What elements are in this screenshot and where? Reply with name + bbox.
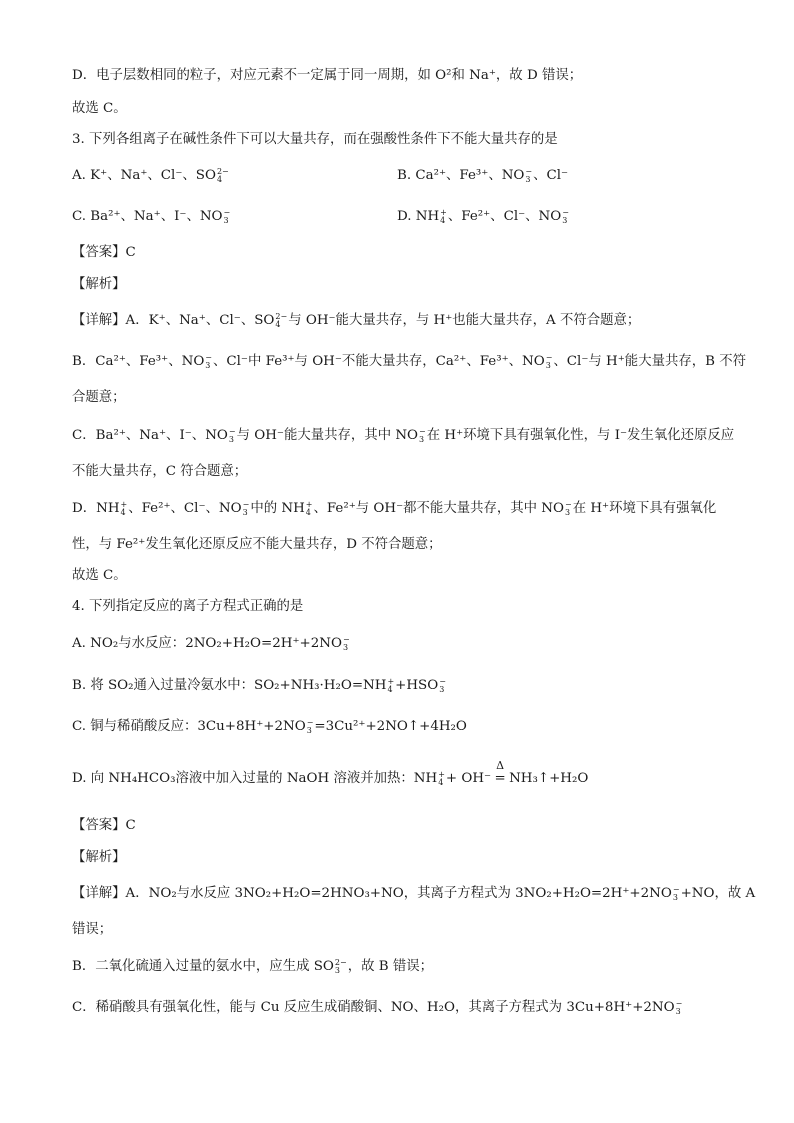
q3-option-d: D. NH + 4 、Fe²⁺、Cl⁻、NO − 3 bbox=[397, 207, 569, 225]
q4-exp-a-cont: 错误； bbox=[72, 922, 113, 937]
q3-exp-d-cont: 性，与 Fe²⁺发生氧化还原反应不能大量共存，D 不符合题意； bbox=[72, 537, 442, 552]
q4-analysis-label: 【解析】 bbox=[72, 850, 126, 865]
q3-exp-c: C．Ba²⁺、Na⁺、I⁻、NO − 3 与 OH⁻能大量共存，其中 NO − 3 在 H⁺环境下具有强氧化性，与 I⁻发生氧化还原反应 bbox=[72, 426, 735, 444]
q3-exp-d: D．NH + 4 、Fe²⁺、Cl⁻、NO − 3 中的 NH + 4 、Fe²⁺与 OH⁻都不能大量共存，其中 NO − 3 在 H⁺环境下具有强氧化 bbox=[72, 499, 717, 517]
prev-option-d: D．电子层数相同的粒子，对应元素不一定属于同一周期，如 O²和 Na⁺，故 D 错误； bbox=[72, 68, 583, 83]
q3-option-c: C. Ba²⁺、Na⁺、I⁻、NO − 3 bbox=[72, 207, 231, 225]
q4-option-d: D. 向 NH₄HCO₃溶液中加入过量的 NaOH 溶液并加热：NH + 4 + OH⁻ Δ = NH₃↑+H₂O bbox=[72, 759, 589, 787]
q3-answer: 【答案】C bbox=[72, 245, 136, 260]
q3-exp-a: 【详解】A．K⁺、Na⁺、Cl⁻、SO 2− 4 与 OH⁻能大量共存，与 H⁺也能大量共存，A 不符合题意； bbox=[72, 311, 641, 329]
q4-stem: 4. 下列指定反应的离子方程式正确的是 bbox=[72, 599, 304, 614]
q4-option-c: C. 铜与稀硝酸反应：3Cu+8H⁺+2NO − 3 =3Cu²⁺+2NO↑+4H₂O bbox=[72, 717, 467, 735]
q4-option-b: B. 将 SO₂通入过量冷氨水中：SO₂+NH₃·H₂O=NH + 4 +HSO − 3 bbox=[72, 676, 446, 694]
q4-option-a: A. NO₂与水反应：2NO₂+H₂O=2H⁺+2NO − 3 bbox=[72, 634, 350, 652]
so4-superscript-subscript: 2− 4 bbox=[216, 166, 229, 184]
q4-exp-c: C．稀硝酸具有强氧化性，能与 Cu 反应生成硝酸铜、NO、H₂O，其离子方程式为 3Cu+8H⁺+2NO − 3 bbox=[72, 998, 683, 1016]
q3-option-b: B. Ca²⁺、Fe³⁺、NO − 3 、Cl⁻ bbox=[397, 166, 569, 184]
q3-analysis-label: 【解析】 bbox=[72, 277, 126, 292]
q3-conclusion: 故选 C。 bbox=[72, 568, 127, 583]
q3-stem: 3. 下列各组离子在碱性条件下可以大量共存，而在强酸性条件下不能大量共存的是 bbox=[72, 132, 558, 147]
q3-option-a: A. K⁺、Na⁺、Cl⁻、SO 2− 4 bbox=[72, 166, 229, 184]
q3-exp-b: B．Ca²⁺、Fe³⁺、NO − 3 、Cl⁻中 Fe³⁺与 OH⁻不能大量共存，Ca²⁺、Fe³⁺、NO − 3 、Cl⁻与 H⁺能大量共存，B 不符 bbox=[72, 352, 747, 370]
q3-exp-b-cont: 合题意； bbox=[72, 390, 126, 405]
q4-answer: 【答案】C bbox=[72, 818, 136, 833]
q4-exp-b: B．二氧化硫通入过量的氨水中，应生成 SO 2− 3 ，故 B 错误； bbox=[72, 957, 433, 975]
prev-conclusion: 故选 C。 bbox=[72, 101, 127, 116]
q4-exp-a: 【详解】A．NO₂与水反应 3NO₂+H₂O=2HNO₃+NO，其离子方程式为 3NO₂+H₂O=2H⁺+2NO − 3 +NO，故 A bbox=[72, 884, 756, 902]
q3-exp-c-cont: 不能大量共存，C 符合题意； bbox=[72, 464, 248, 479]
heat-equals-sign: Δ = bbox=[494, 759, 506, 786]
